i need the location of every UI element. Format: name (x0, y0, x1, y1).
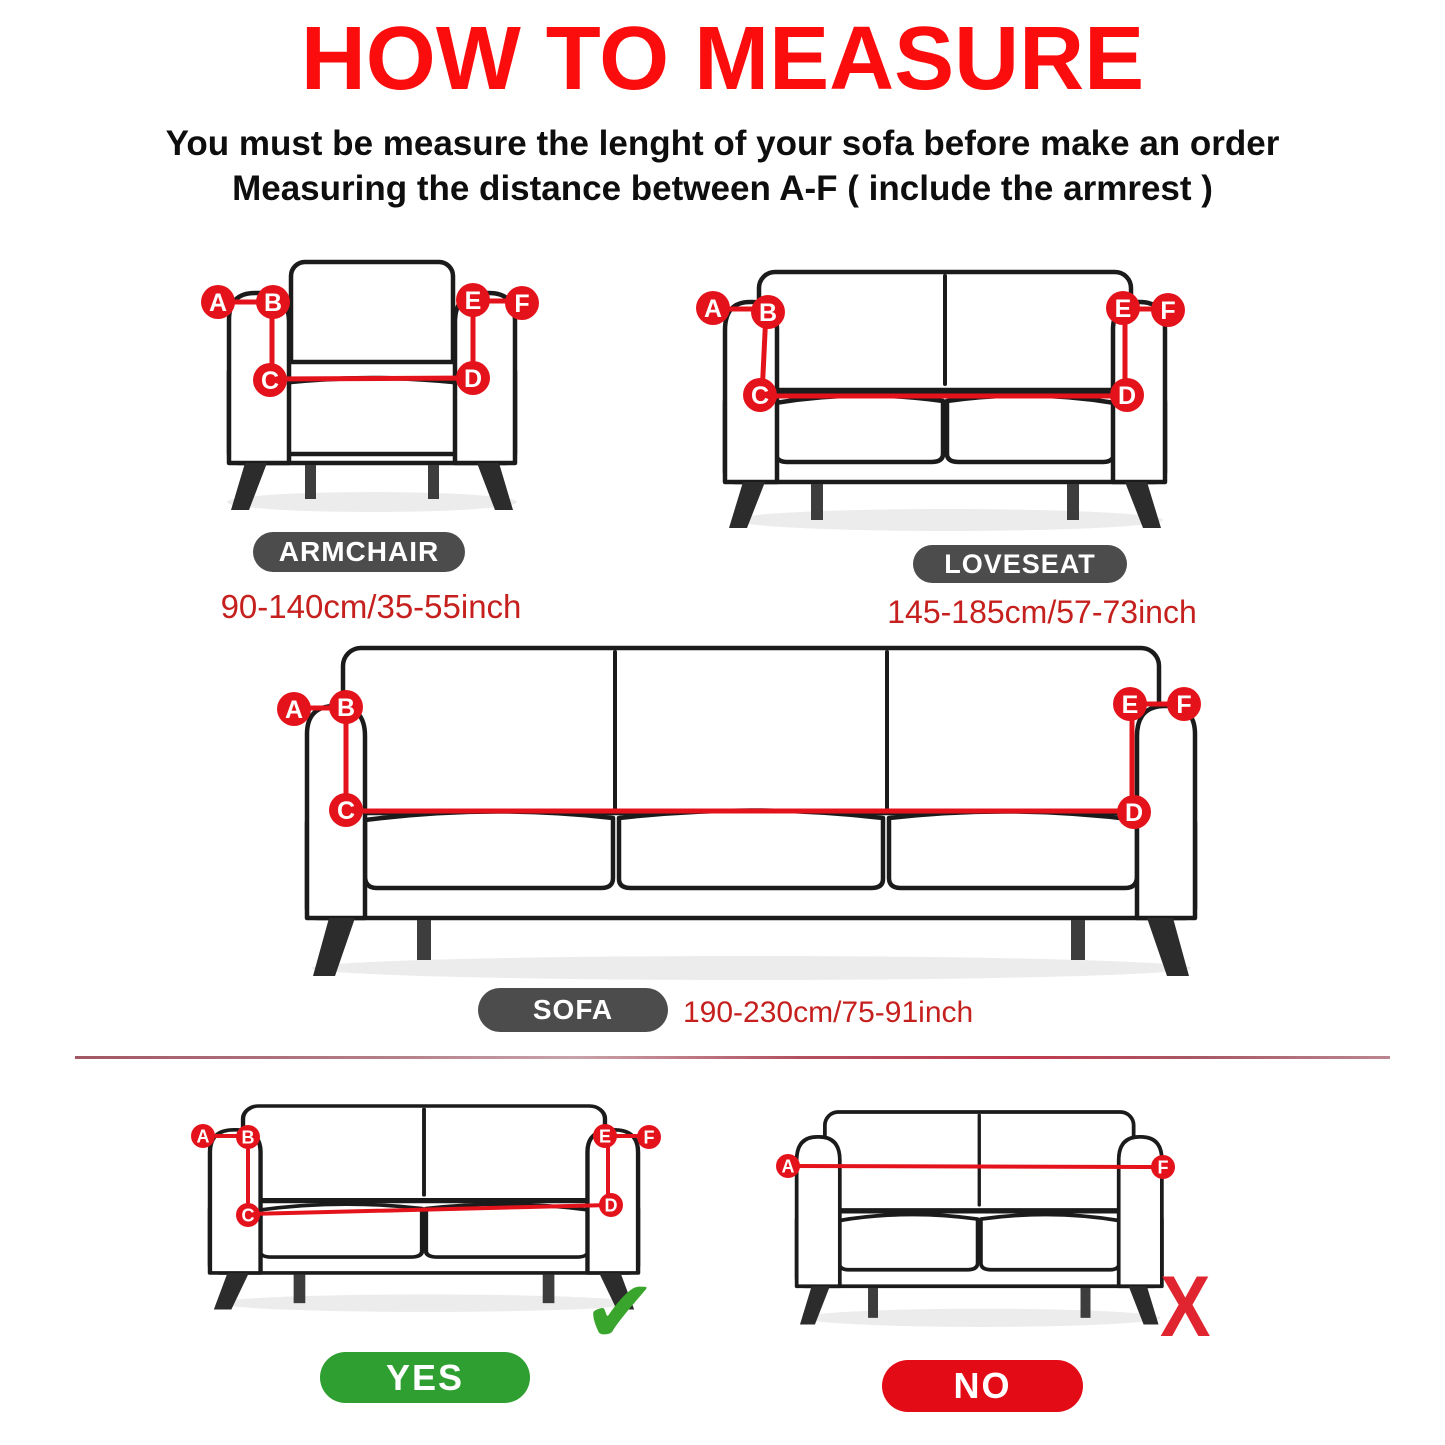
marker-e-label: E (1121, 691, 1139, 719)
marker-e-label: E (598, 1126, 612, 1147)
sofa-label-pill (478, 988, 668, 1032)
sofa-figure (275, 616, 1225, 986)
marker-b-label: B (758, 299, 778, 327)
marker-f-label: F (1157, 1157, 1169, 1178)
marker-d-label: D (1117, 382, 1137, 410)
yes-badge (320, 1352, 530, 1403)
marker-e-label: E (464, 287, 482, 315)
marker-c-label: C (241, 1205, 255, 1226)
marker-b-label: B (241, 1127, 255, 1148)
marker-c-label: C (750, 382, 770, 410)
loveseat-size-range: 145-185cm/57-73inch (887, 594, 1197, 630)
armchair-label-pill (253, 532, 465, 572)
marker-b-label: B (263, 289, 283, 317)
marker-f-label: F (1176, 691, 1192, 719)
sofa-size-range: 190-230cm/75-91inch (683, 996, 974, 1029)
armchair-size-range: 90-140cm/35-55inch (220, 588, 522, 625)
marker-a-label: A (781, 1156, 795, 1177)
marker-a-label: A (703, 295, 723, 323)
marker-a-label: A (196, 1126, 210, 1147)
marker-f-label: F (1160, 297, 1176, 325)
armchair-figure (197, 230, 547, 520)
marker-a-label: A (208, 289, 228, 317)
marker-d-label: D (1124, 799, 1144, 827)
loveseat-figure (693, 240, 1193, 540)
subtitle-line2: Measuring the distance between A-F ( include the armrest ) (232, 169, 1213, 208)
x-icon: X (1160, 1259, 1211, 1355)
marker-e-label: E (1114, 295, 1132, 323)
marker-a-label: A (284, 696, 304, 724)
loveseat-label-pill (913, 545, 1127, 583)
page-title: HOW TO MEASURE (300, 9, 1145, 109)
marker-d-label: D (604, 1195, 618, 1216)
check-icon: ✔ (583, 1260, 657, 1363)
no-badge (882, 1360, 1083, 1412)
subtitle-line1: You must be measure the lenght of your sofa before make an order (165, 124, 1280, 163)
marker-c-label: C (336, 797, 356, 825)
marker-f-label: F (514, 290, 530, 318)
yes-badge-label: YES (385, 1356, 465, 1398)
marker-c-label: C (260, 367, 280, 395)
loveseat-label: LOVESEAT (944, 548, 1096, 579)
marker-f-label: F (643, 1127, 655, 1148)
marker-d-label: D (463, 365, 483, 393)
section-divider (75, 1056, 1390, 1059)
armchair-label: ARMCHAIR (278, 536, 440, 567)
marker-b-label: B (336, 694, 356, 722)
no-badge-label: NO (953, 1365, 1012, 1406)
sofa-label: SOFA (532, 994, 614, 1025)
